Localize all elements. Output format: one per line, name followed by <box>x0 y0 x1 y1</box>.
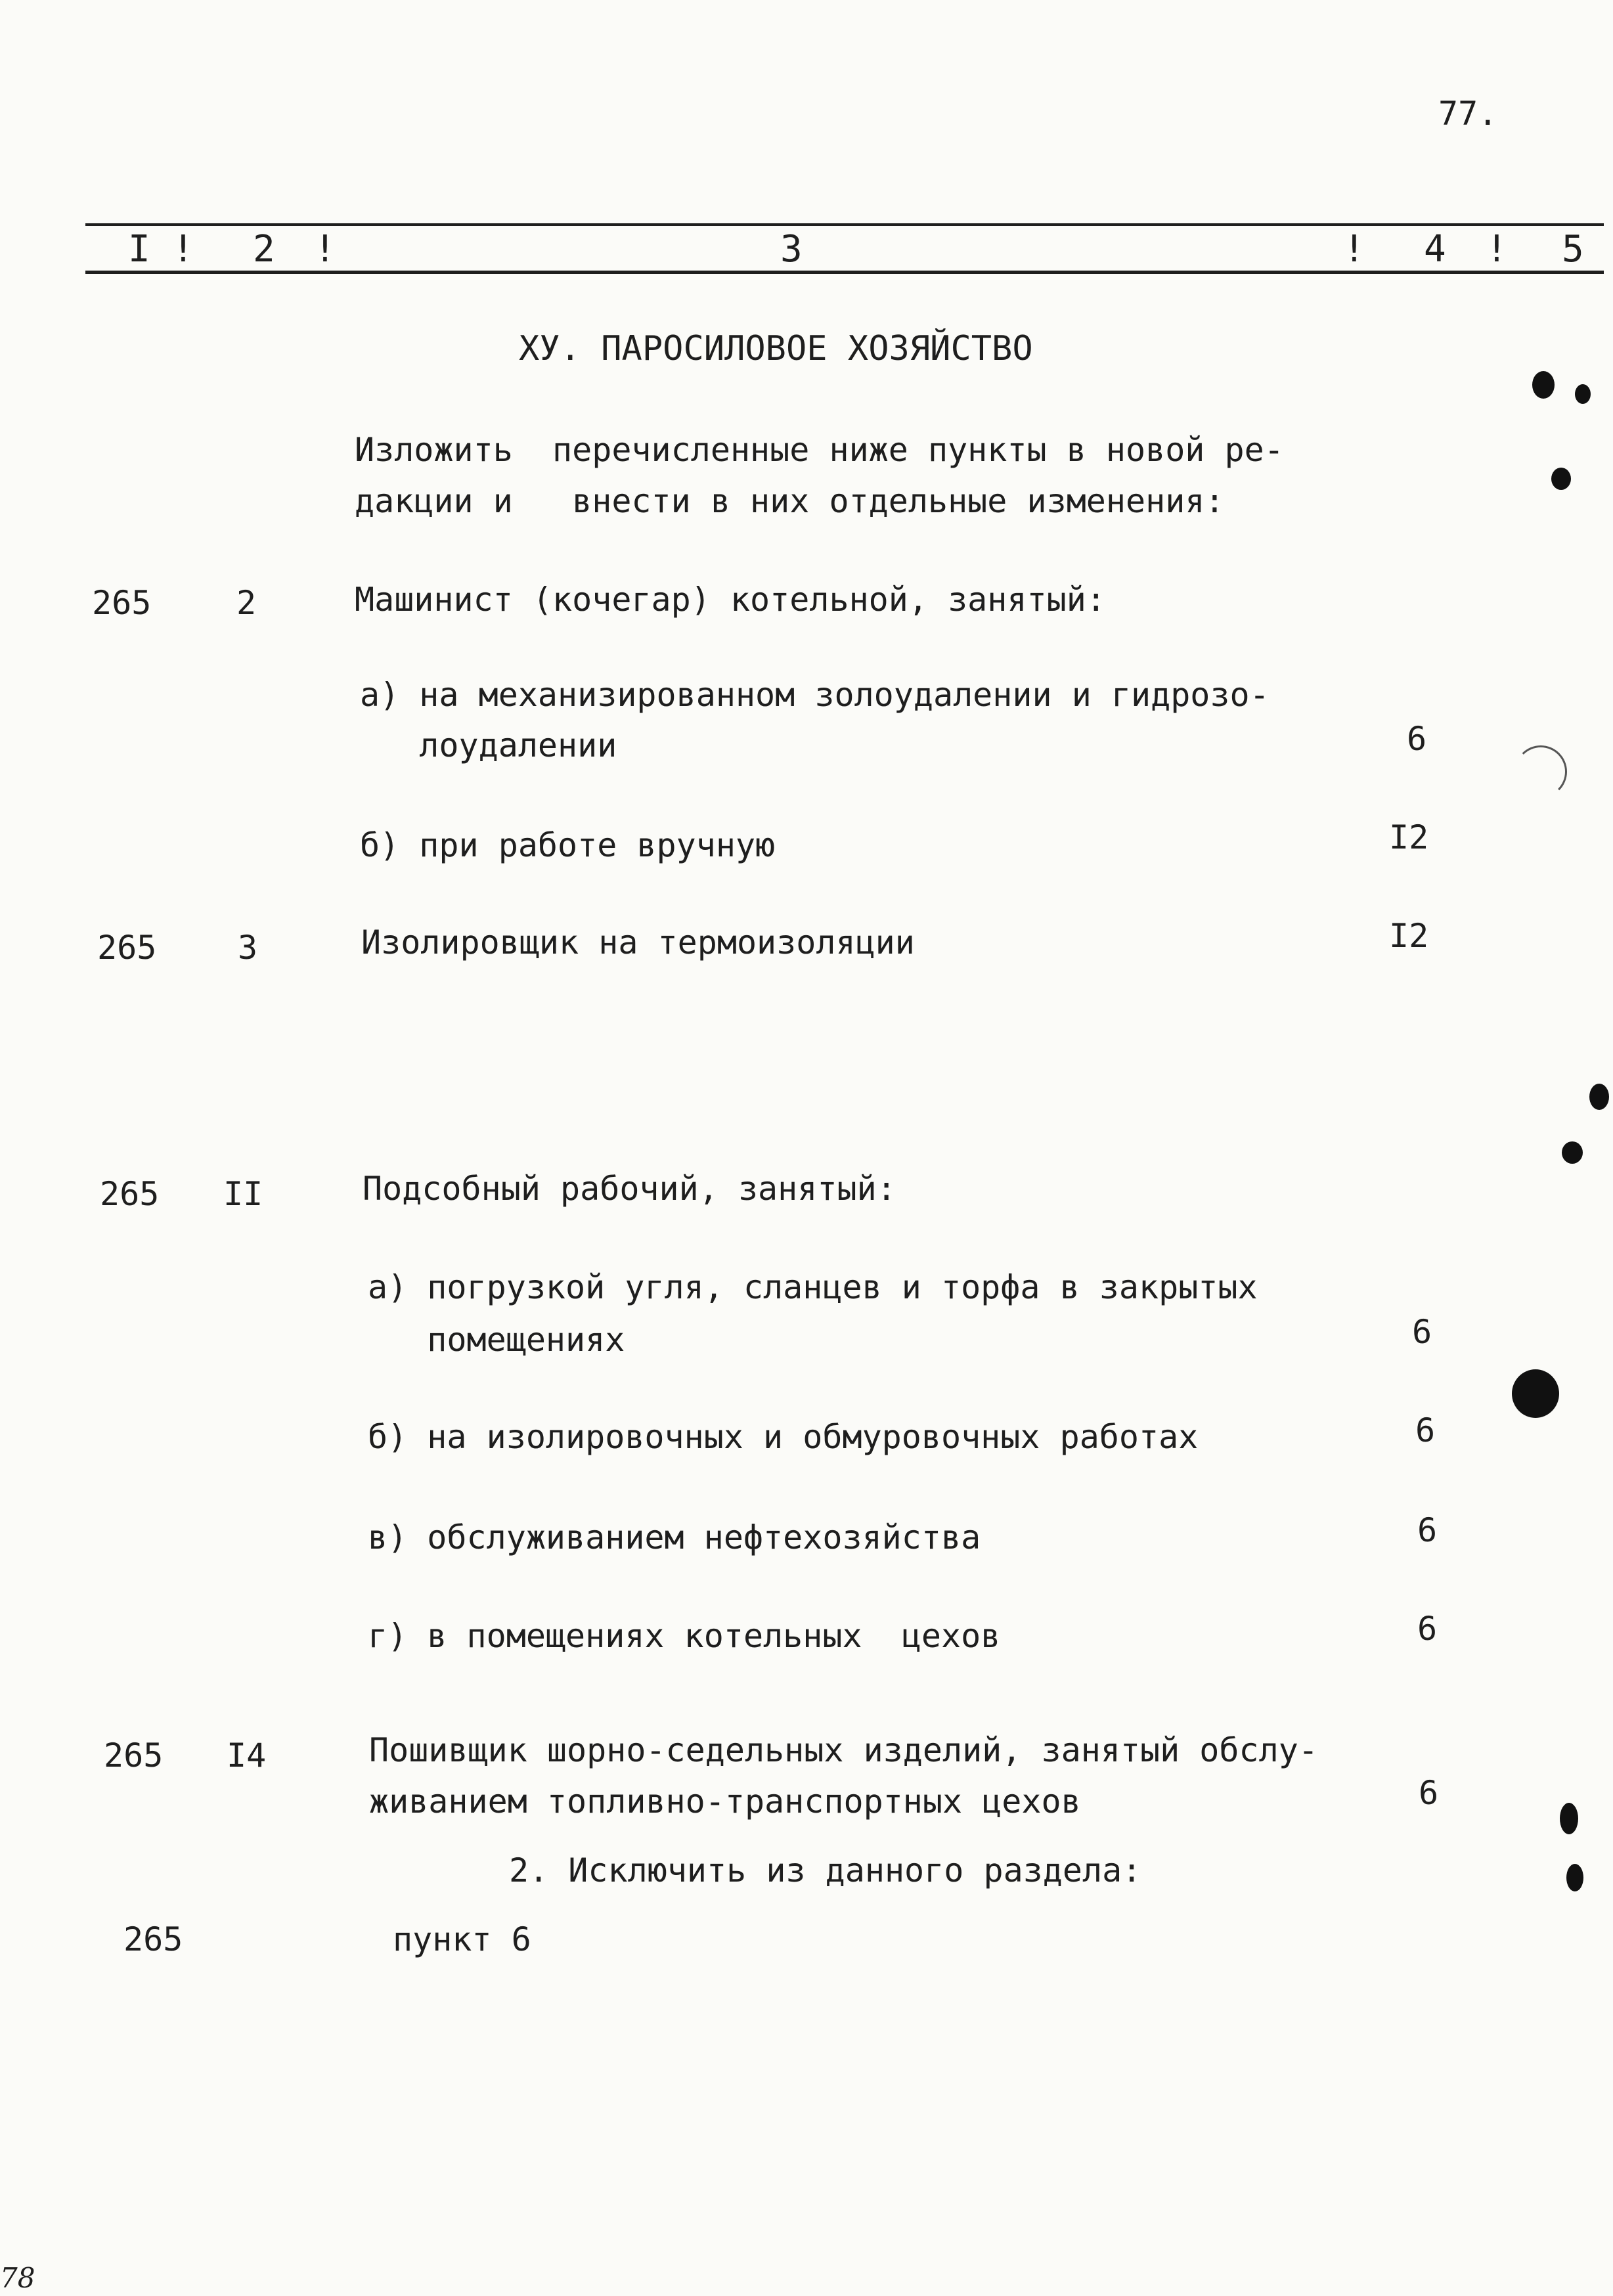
sub-item-line: в) обслуживанием нефтехозяйства <box>368 1518 981 1556</box>
bottom-mark: 78 <box>0 2262 35 2294</box>
entry-item-number: 3 <box>238 929 258 967</box>
hole-punch-ring <box>1514 745 1567 798</box>
header-sep-2: ! <box>314 228 336 271</box>
sub-item-line: а) погрузкой угля, сланцев и торфа в закрытых <box>368 1268 1258 1306</box>
entry-paragraph-number: 265 <box>92 584 152 622</box>
additional-leave-days: 6 <box>1417 1610 1438 1648</box>
additional-leave-days: 6 <box>1407 720 1427 758</box>
additional-leave-days: 6 <box>1419 1774 1439 1812</box>
header-sep-4: ! <box>1486 228 1508 271</box>
entry-title-line: Пошивщик шорно-седельных изделий, занятый обслу- <box>369 1731 1318 1769</box>
entry-title: Изолировщик на термоизоляции <box>361 923 915 961</box>
header-col-4: 4 <box>1424 228 1446 271</box>
ink-blot <box>1532 371 1555 399</box>
ink-blot <box>1512 1369 1559 1418</box>
header-col-3: 3 <box>780 228 803 271</box>
ink-blot <box>1560 1803 1578 1834</box>
entry-item-number: 2 <box>236 584 257 622</box>
sub-item-line: б) на изолировочных и обмуровочных работах <box>368 1418 1199 1456</box>
additional-leave-days: I2 <box>1389 917 1429 955</box>
exclude-paragraph-number: 265 <box>123 1920 183 1958</box>
entry-paragraph-number: 265 <box>100 1175 160 1213</box>
ink-blot <box>1566 1864 1583 1891</box>
exclude-heading: 2. Исключить из данного раздела: <box>509 1851 1142 1889</box>
sub-item-line: б) при работе вручную <box>360 826 776 864</box>
sub-item-line: лоудалении <box>360 726 617 764</box>
entry-title-line: живанием топливно-транспортных цехов <box>369 1782 1081 1821</box>
header-col-2: 2 <box>253 228 275 271</box>
exclude-item: пункт 6 <box>393 1920 531 1958</box>
sub-item-line: помещениях <box>368 1321 625 1359</box>
entry-item-number: I4 <box>227 1736 267 1775</box>
additional-leave-days: I2 <box>1389 818 1429 856</box>
intro-line-2: дакции и внести в них отдельные изменения: <box>355 482 1225 520</box>
intro-line-1: Изложить перечисленные ниже пункты в новой ре- <box>355 431 1284 469</box>
header-bottom-rule <box>85 271 1604 274</box>
header-col-5: 5 <box>1562 228 1584 271</box>
ink-blot <box>1551 468 1571 490</box>
page-number: 77. <box>1438 95 1498 133</box>
sub-item-line: г) в помещениях котельных цехов <box>368 1617 1001 1655</box>
header-sep-1: ! <box>172 228 194 271</box>
ink-blot <box>1562 1141 1583 1164</box>
entry-title: Машинист (кочегар) котельной, занятый: <box>355 581 1106 619</box>
header-top-rule <box>85 223 1604 226</box>
entry-item-number: II <box>223 1175 263 1213</box>
entry-paragraph-number: 265 <box>97 929 157 967</box>
ink-blot <box>1589 1084 1609 1110</box>
header-sep-3: ! <box>1343 228 1365 271</box>
additional-leave-days: 6 <box>1415 1411 1436 1449</box>
additional-leave-days: 6 <box>1412 1313 1432 1351</box>
ink-blot <box>1575 384 1591 404</box>
header-col-1: I <box>128 228 150 271</box>
entry-title: Подсобный рабочий, занятый: <box>363 1170 896 1208</box>
sub-item-line: а) на механизированном золоудалении и гидрозо- <box>360 676 1270 714</box>
section-title: ХУ. ПАРОСИЛОВОЕ ХОЗЯЙСТВО <box>519 329 1033 368</box>
entry-paragraph-number: 265 <box>104 1736 164 1775</box>
additional-leave-days: 6 <box>1417 1511 1438 1549</box>
